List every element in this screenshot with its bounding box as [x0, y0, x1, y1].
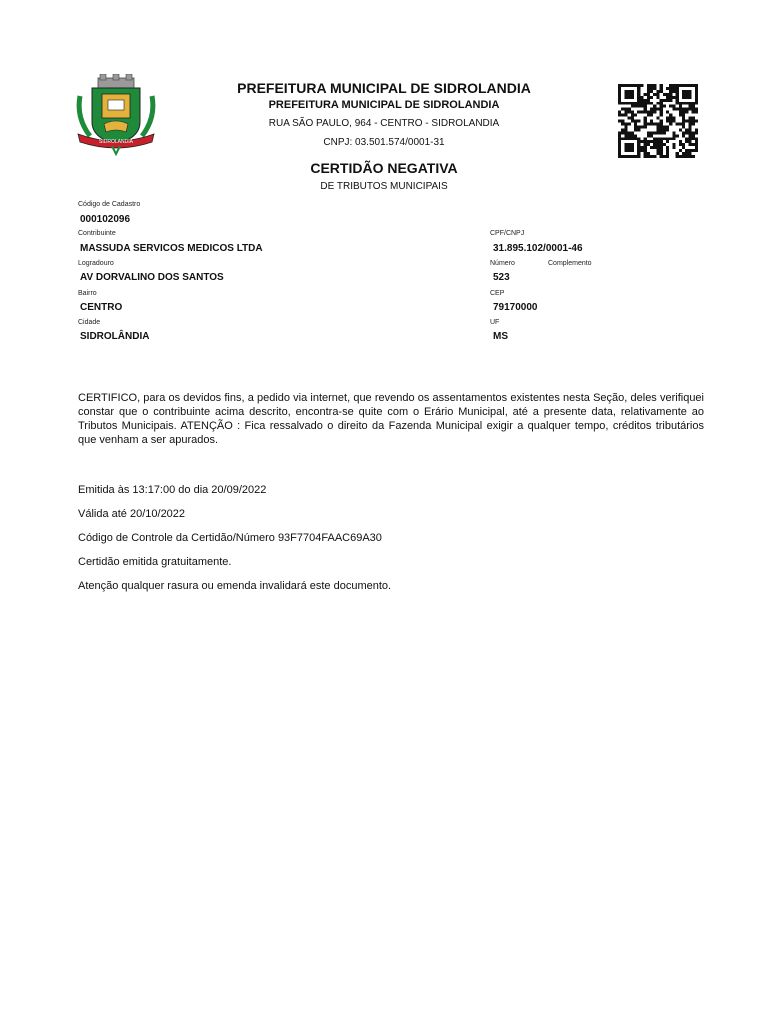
cidade-label: Cidade — [78, 319, 101, 326]
codigo-label: Código de Cadastro — [78, 201, 141, 208]
header-subtitle: PREFEITURA MUNICIPAL DE SIDROLANDIA — [268, 99, 500, 111]
validity-date: Válida até 20/10/2022 — [78, 508, 186, 520]
contribuinte-value: MASSUDA SERVICOS MEDICOS LTDA — [80, 243, 263, 254]
contribuinte-label: Contribuinte — [78, 230, 116, 237]
cep-label: CEP — [490, 290, 505, 297]
cep-value: 79170000 — [493, 302, 538, 313]
logradouro-value: AV DORVALINO DOS SANTOS — [80, 272, 224, 283]
document-subtitle: DE TRIBUTOS MUNICIPAIS — [320, 181, 448, 192]
header-cnpj: CNPJ: 03.501.574/0001-31 — [323, 137, 445, 148]
header-address: RUA SÃO PAULO, 964 - CENTRO - SIDROLANDIA — [268, 118, 500, 129]
emission-datetime: Emitida às 13:17:00 do dia 20/09/2022 — [78, 484, 267, 496]
numero-label: Número — [490, 260, 515, 267]
cpf-label: CPF/CNPJ — [490, 230, 525, 237]
bairro-label: Bairro — [78, 290, 97, 297]
complemento-label: Complemento — [548, 260, 592, 267]
cpf-value: 31.895.102/0001-46 — [493, 243, 583, 254]
logradouro-label: Logradouro — [78, 260, 114, 267]
document-title: CERTIDÃO NEGATIVA — [310, 160, 458, 176]
control-code: Código de Controle da Certidão/Número 93F7704FAAC69A30 — [78, 532, 382, 544]
free-issue-note: Certidão emitida gratuitamente. — [78, 556, 232, 568]
codigo-value: 000102096 — [80, 214, 131, 225]
uf-label: UF — [490, 319, 500, 326]
uf-value: MS — [493, 331, 508, 342]
certificate-paragraph: CERTIFICO, para os devidos fins, a pedido via internet, que revendo os assentamentos existentes nesta Seção, deles verifiquei constar que o contribuinte acima descrito, encontra-se quite com o Erário Municipal, até a presente data, relativamente ao Tributos Municipais. ATENÇÃO : Fica ressalvado o direito da Fazenda Municipal exigir a qualquer tempo, créditos tributários que venham a ser apurados. — [78, 392, 704, 446]
tamper-warning: Atenção qualquer rasura ou emenda invalidará este documento. — [78, 580, 392, 592]
header-title: PREFEITURA MUNICIPAL DE SIDROLANDIA — [237, 80, 531, 96]
logo-ribbon-text: SIDROLANDIA — [99, 139, 133, 145]
numero-value: 523 — [493, 272, 510, 283]
cidade-value: SIDROLÂNDIA — [80, 331, 150, 342]
bairro-value: CENTRO — [80, 302, 123, 313]
